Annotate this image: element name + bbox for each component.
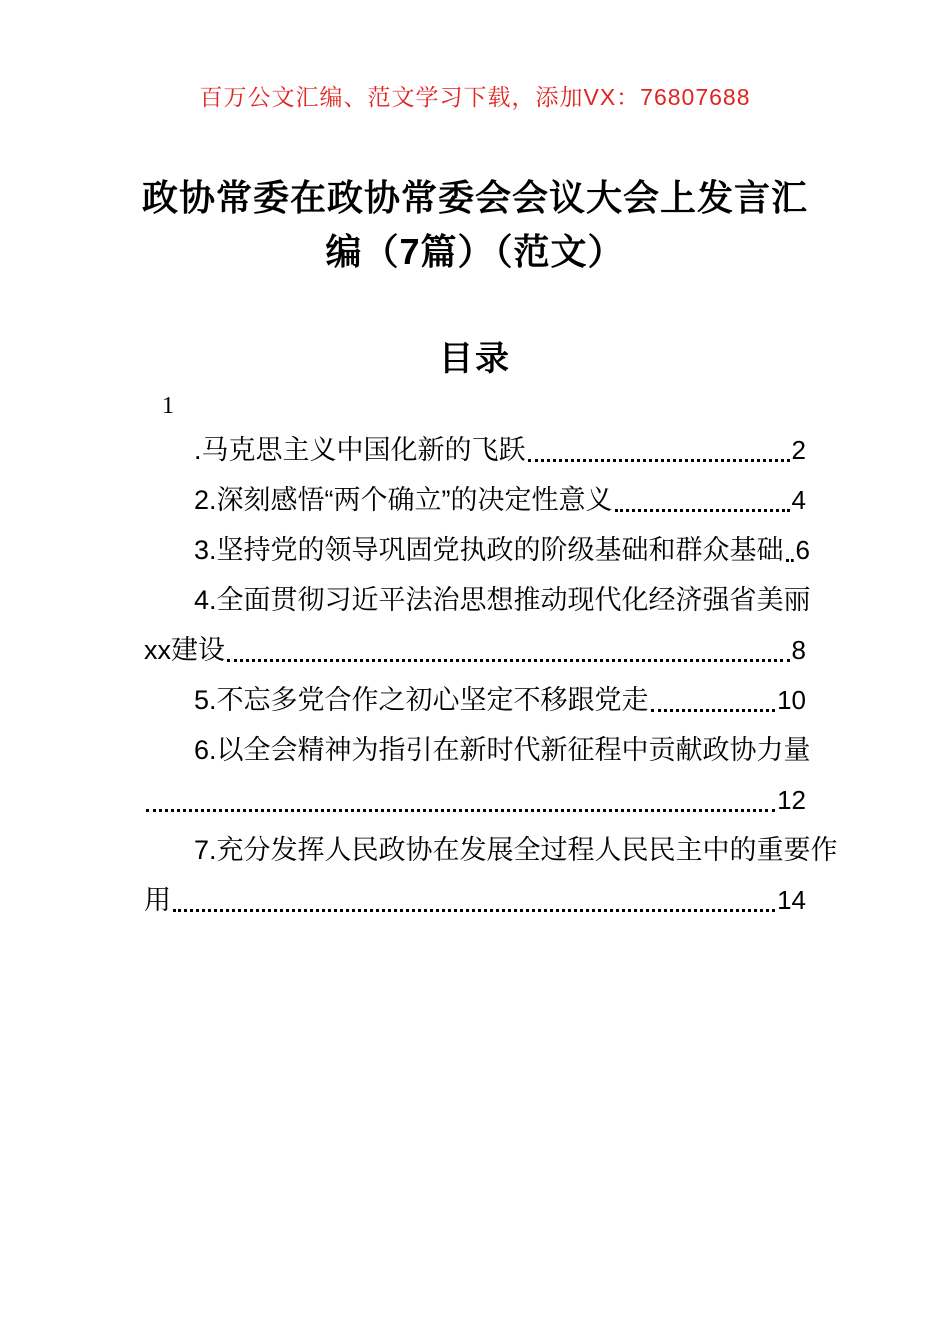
toc-leader-dots (786, 559, 794, 562)
toc-row-text: 4.全面贯彻习近平法治思想推动现代化经济强省美丽 (194, 585, 811, 615)
toc-row[interactable] (144, 525, 810, 575)
toc-orphan-number: 1 (162, 393, 174, 419)
toc-page-number: 8 (791, 635, 806, 665)
toc-leader-dots (615, 509, 790, 512)
toc-leader-dots (528, 459, 790, 462)
toc-row-text: 用 (144, 885, 171, 915)
toc-heading: 目录 (439, 340, 511, 378)
toc-list (144, 425, 838, 925)
toc-leader-dots (651, 709, 776, 712)
toc-row-text: 2.深刻感悟“两个确立”的决定性意义 (194, 485, 613, 515)
toc-leader-dots (173, 909, 775, 912)
title-line-1: 政协常委在政协常委会会议大会上发言汇 (141, 177, 808, 218)
toc-leader-dots (146, 809, 775, 812)
toc-page-number: 10 (777, 685, 806, 715)
toc-row-text: .马克思主义中国化新的飞跃 (194, 435, 526, 465)
toc-content (0, 391, 950, 925)
toc-row-text: 7.充分发挥人民政协在发展全过程人民民主中的重要作 (194, 835, 838, 865)
promo-banner: 百万公文汇编、范文学习下载，添加VX：76807688 (199, 84, 751, 110)
toc-row[interactable] (144, 625, 806, 675)
toc-row-text: 5.不忘多党合作之初心坚定不移跟党走 (194, 685, 649, 715)
toc-row-text: 3.坚持党的领导巩固党执政的阶级基础和群众基础 (194, 535, 784, 565)
toc-page-number: 6 (795, 535, 810, 565)
toc-row[interactable] (144, 475, 806, 525)
document-title (0, 171, 950, 279)
toc-page-number: 2 (791, 435, 806, 465)
toc-row[interactable] (144, 875, 806, 925)
toc-row[interactable] (144, 425, 806, 475)
toc-row-text: 6.以全会精神为指引在新时代新征程中贡献政协力量 (194, 735, 811, 765)
title-line-2: 编（7篇）（范文） (325, 231, 625, 272)
toc-row[interactable] (144, 575, 811, 625)
toc-row[interactable] (144, 825, 838, 875)
toc-page-number: 12 (777, 785, 806, 815)
toc-row[interactable] (144, 675, 806, 725)
toc-leader-dots (227, 659, 790, 662)
toc-row-text: xx建设 (144, 635, 225, 665)
toc-page-number: 14 (777, 885, 806, 915)
toc-page-number: 4 (791, 485, 806, 515)
toc-row[interactable] (144, 725, 811, 775)
toc-row[interactable] (144, 775, 806, 825)
